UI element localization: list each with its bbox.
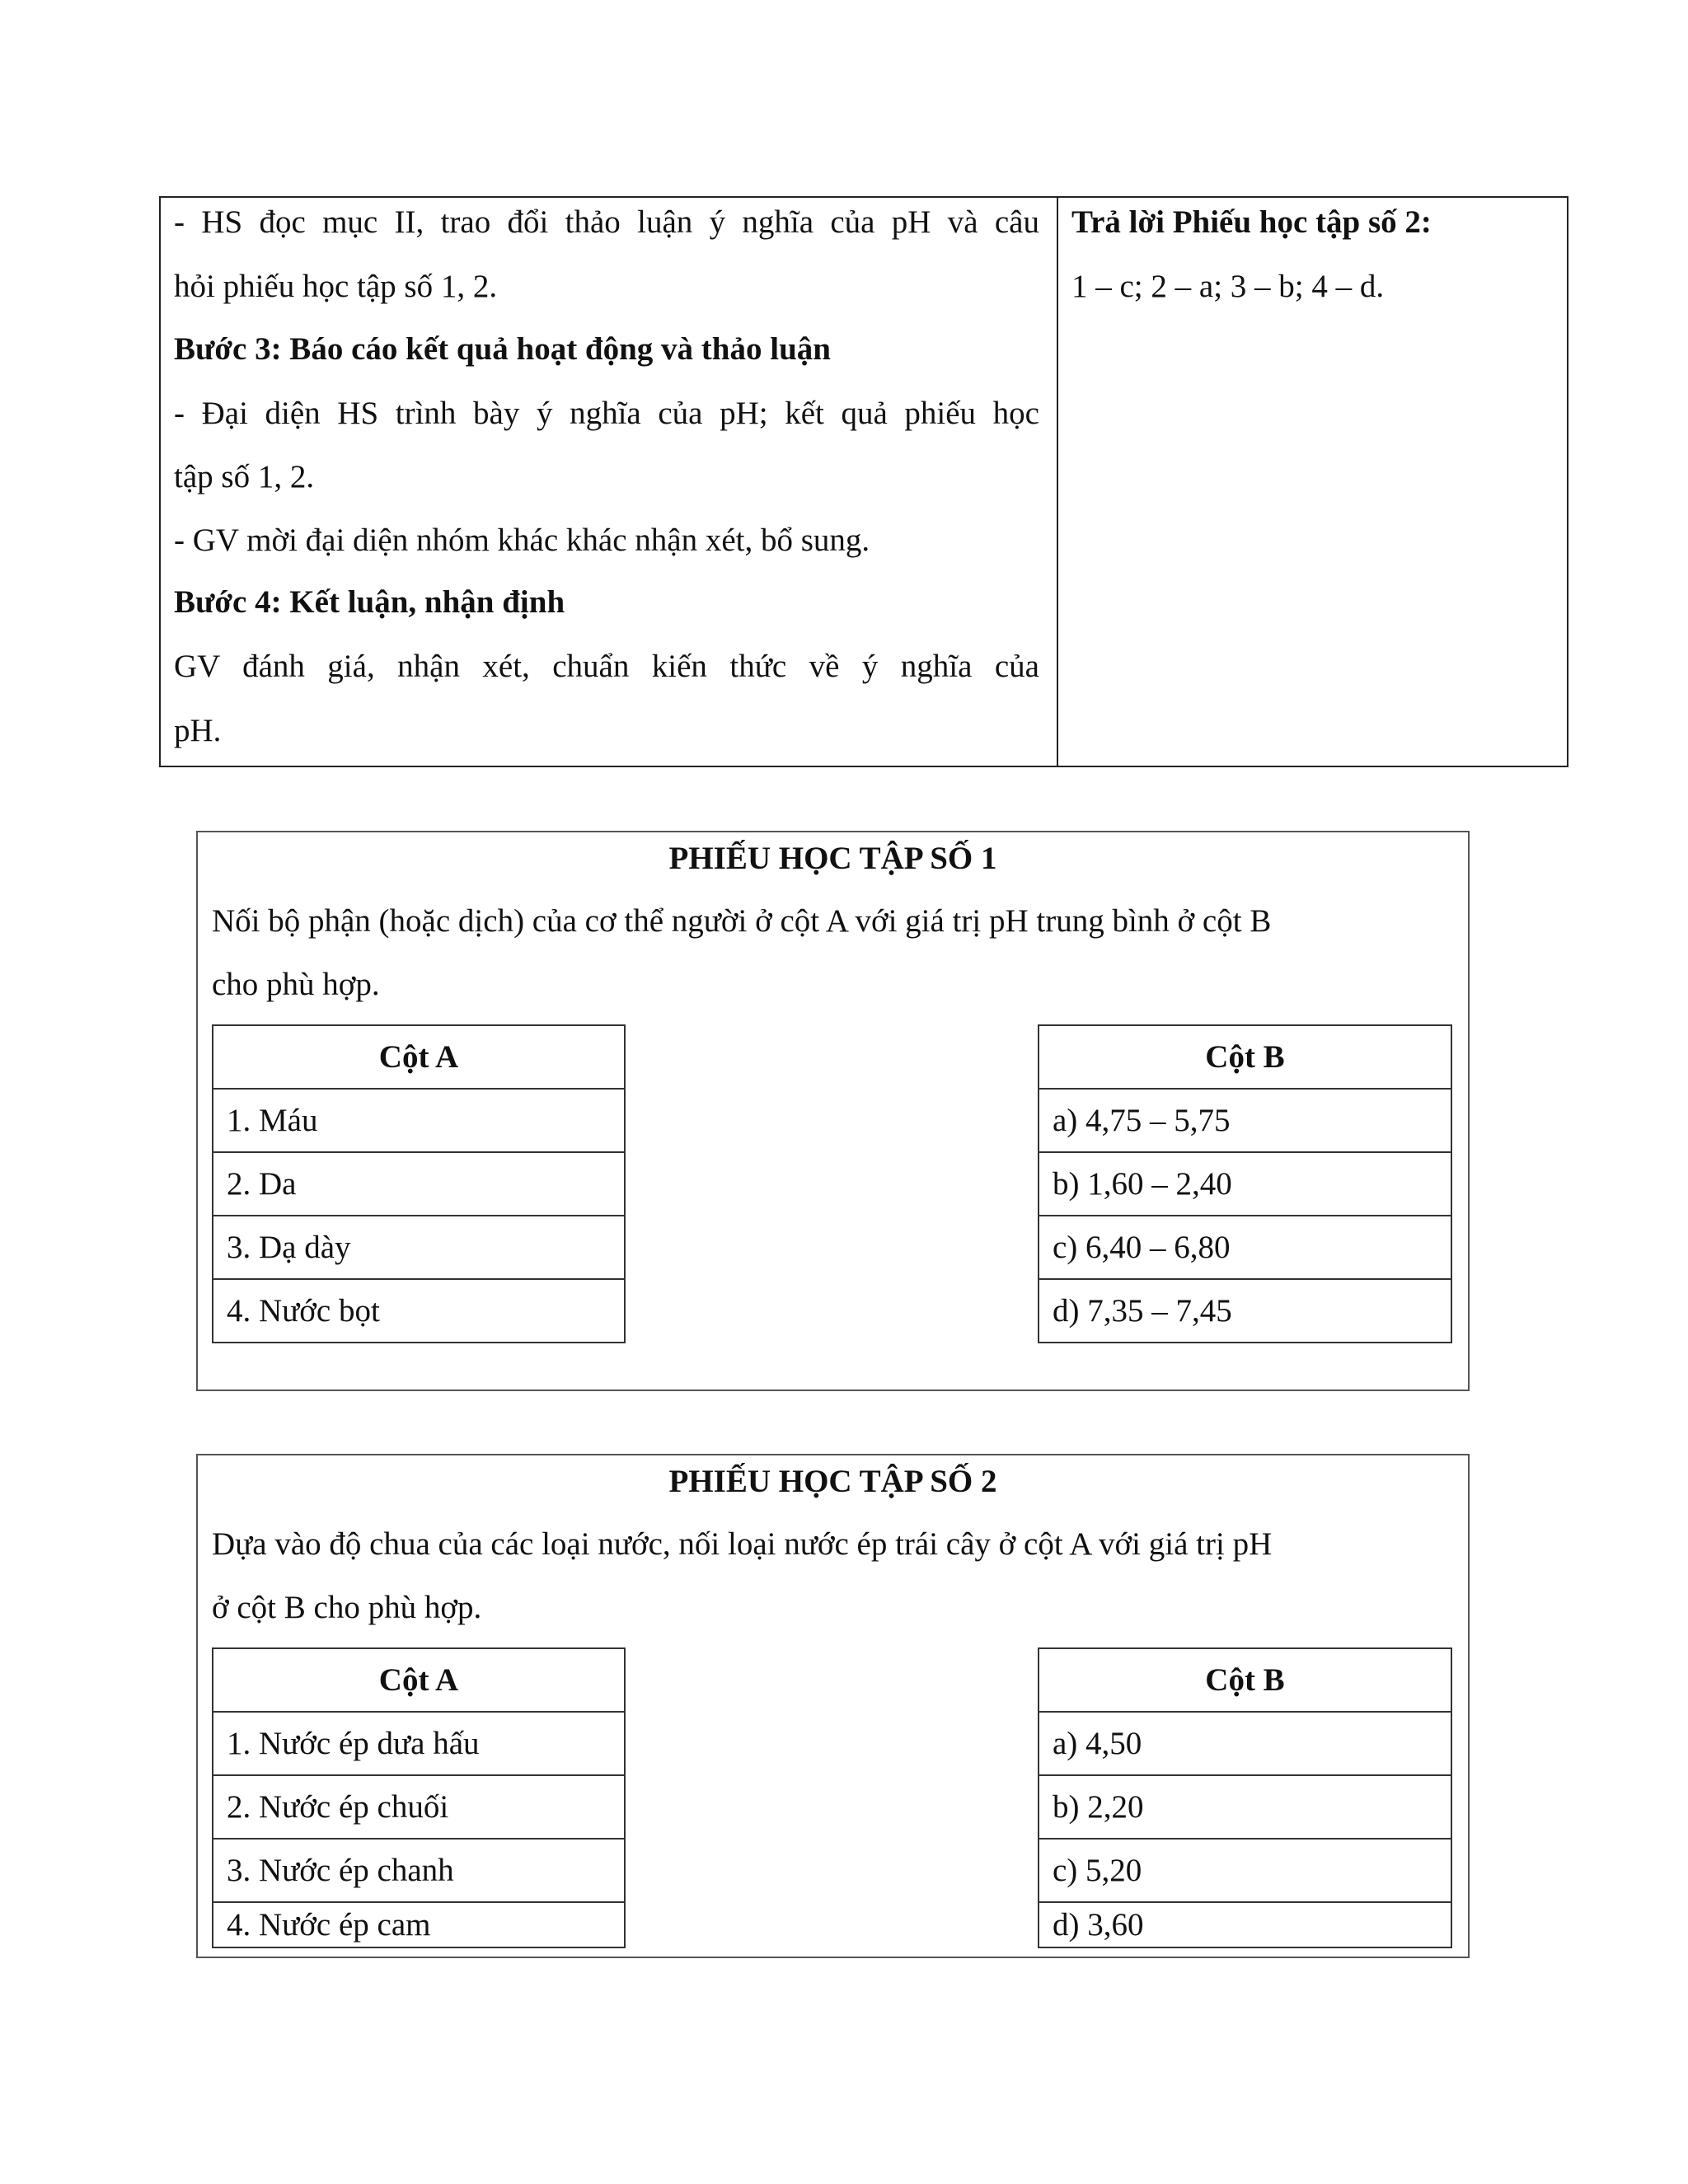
column-a-header: Cột A <box>213 1025 625 1089</box>
step-text-line: GV đánh giá, nhận xét, chuẩn kiến thức về ý nghĩa của <box>174 649 1039 684</box>
step-3-heading: Bước 3: Báo cáo kết quả hoạt động và thảo luận <box>174 331 831 367</box>
step-text-line: - Đại diện HS trình bày ý nghĩa của pH; kết quả phiếu học <box>174 396 1039 431</box>
column-b-item: c) 6,40 – 6,80 <box>1039 1216 1451 1279</box>
column-b-table <box>1038 1024 1452 1343</box>
worksheet-instruction: Dựa vào độ chua của các loại nước, nối loại nước ép trái cây ở cột A với giá trị pH <box>212 1526 1273 1562</box>
column-a-item: 4. Nước ép cam <box>213 1902 625 1947</box>
column-a-table <box>212 1647 626 1948</box>
column-b-item: b) 2,20 <box>1039 1775 1451 1839</box>
worksheet-instruction: cho phù hợp. <box>212 967 380 1002</box>
column-a-item: 1. Nước ép dưa hấu <box>213 1712 625 1775</box>
column-a-header: Cột A <box>213 1648 625 1712</box>
worksheet-title: PHIẾU HỌC TẬP SỐ 2 <box>668 1464 997 1499</box>
column-b-header: Cột B <box>1039 1648 1451 1712</box>
worksheet-2 <box>196 1454 1470 1958</box>
worksheet-title: PHIẾU HỌC TẬP SỐ 1 <box>668 841 997 876</box>
answer-title: Trả lời Phiếu học tập số 2: <box>1071 204 1432 240</box>
column-b-item: a) 4,75 – 5,75 <box>1039 1089 1451 1152</box>
column-b-header: Cột B <box>1039 1025 1451 1089</box>
step-text-line: tập số 1, 2. <box>174 459 315 494</box>
column-a-item: 3. Dạ dày <box>213 1216 625 1279</box>
column-a-item: 2. Nước ép chuối <box>213 1775 625 1839</box>
column-a-item: 2. Da <box>213 1152 625 1216</box>
column-b-item: d) 7,35 – 7,45 <box>1039 1279 1451 1343</box>
step-text-line: pH. <box>174 713 222 748</box>
activity-steps-cell <box>161 198 1058 766</box>
column-b-table <box>1038 1647 1452 1948</box>
worksheet-instruction: Nối bộ phận (hoặc dịch) của cơ thể người ở cột A với giá trị pH trung bình ở cột B <box>212 903 1272 939</box>
answer-text: 1 – c; 2 – a; 3 – b; 4 – d. <box>1071 269 1385 304</box>
column-b-item: c) 5,20 <box>1039 1839 1451 1902</box>
worksheet-instruction: ở cột B cho phù hợp. <box>212 1590 482 1625</box>
column-a-item: 1. Máu <box>213 1089 625 1152</box>
step-4-heading: Bước 4: Kết luận, nhận định <box>174 584 565 620</box>
column-a-table <box>212 1024 626 1343</box>
column-b-item: d) 3,60 <box>1039 1902 1451 1947</box>
step-text-line: hỏi phiếu học tập số 1, 2. <box>174 269 498 304</box>
step-text-line: - HS đọc mục II, trao đổi thảo luận ý nghĩa của pH và câu <box>174 204 1039 240</box>
activity-table <box>159 196 1568 767</box>
column-a-item: 3. Nước ép chanh <box>213 1839 625 1902</box>
answer-cell <box>1058 198 1568 766</box>
column-b-item: a) 4,50 <box>1039 1712 1451 1775</box>
column-a-item: 4. Nước bọt <box>213 1279 625 1343</box>
column-b-item: b) 1,60 – 2,40 <box>1039 1152 1451 1216</box>
worksheet-1 <box>196 831 1470 1391</box>
step-text-line: - GV mời đại diện nhóm khác khác nhận xét, bổ sung. <box>174 523 870 558</box>
